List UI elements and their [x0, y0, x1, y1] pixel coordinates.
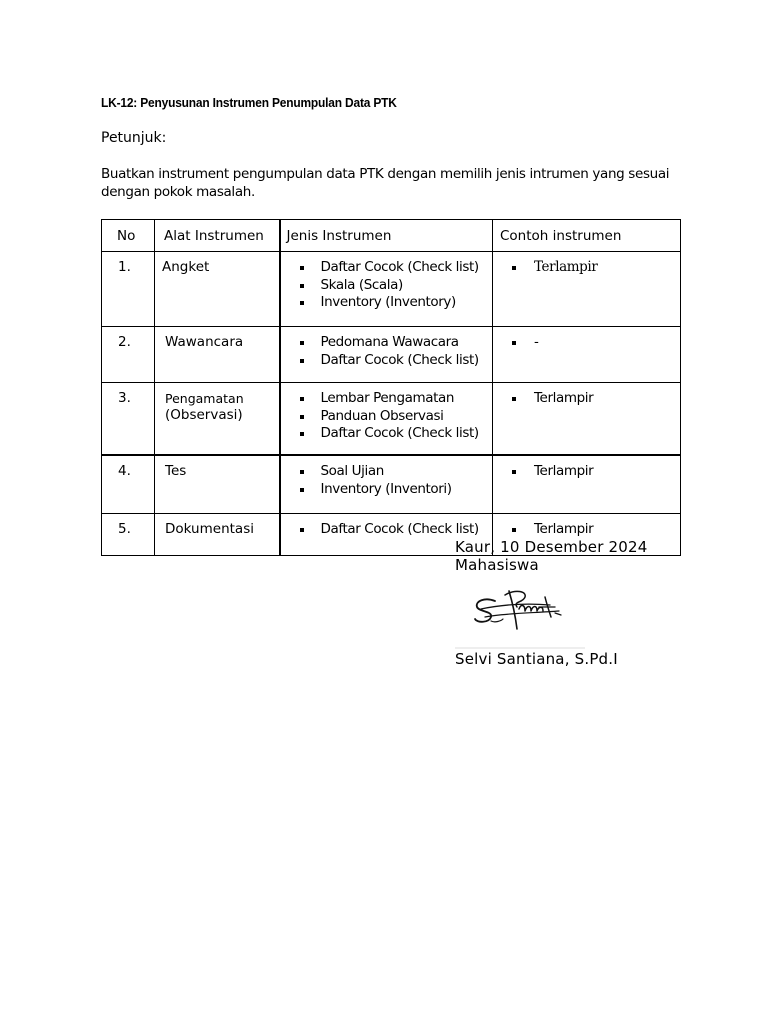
- jenis-list: [281, 252, 493, 312]
- table-row: [102, 327, 681, 383]
- alat-line-2: (Observasi): [165, 407, 243, 423]
- alat-instrumen-cell: Wawancara: [155, 327, 280, 383]
- contoh-instrumen-cell: [493, 383, 681, 456]
- jenis-instrumen-cell: [280, 383, 493, 456]
- list-item: Terlampir: [493, 259, 680, 277]
- table-row: [102, 455, 681, 514]
- table-header-row: [102, 220, 681, 252]
- jenis-list: [281, 514, 493, 539]
- row-number: 1.: [102, 252, 155, 327]
- list-item: Terlampir: [493, 390, 680, 408]
- table-row: [102, 252, 681, 327]
- alat-line-1: Pengamatan: [165, 391, 244, 406]
- list-item: Skala (Scala): [281, 277, 493, 295]
- row-number: 3.: [102, 383, 155, 456]
- jenis-list: [281, 327, 493, 369]
- header-jenis-instrumen: Jenis Instrumen: [280, 220, 493, 252]
- list-item: Terlampir: [493, 463, 680, 481]
- signature-block: [455, 538, 648, 574]
- contoh-list: [493, 252, 680, 277]
- list-item: Soal Ujian: [281, 463, 493, 481]
- alat-instrumen-cell: Angket: [155, 252, 280, 327]
- list-item: Inventory (Inventori): [281, 481, 493, 499]
- list-item: -: [493, 334, 680, 352]
- contoh-list: [493, 514, 680, 539]
- list-item: Daftar Cocok (Check list): [281, 521, 493, 539]
- contoh-list: [493, 456, 680, 481]
- row-number: 4.: [102, 455, 155, 514]
- list-item: Terlampir: [493, 521, 680, 539]
- document-title: LK-12: Penyusunan Instrumen Penumpulan Data PTK: [101, 95, 397, 110]
- handwritten-signature: [455, 577, 585, 650]
- instruction-text: Buatkan instrument pengumpulan data PTK dengan memilih jenis intrumen yang sesuai dengan pokok masalah.: [101, 166, 670, 200]
- signer-name: Selvi Santiana, S.Pd.I: [455, 650, 618, 668]
- petunjuk-label: Petunjuk:: [101, 130, 167, 146]
- contoh-instrumen-cell: [493, 455, 681, 514]
- alat-instrumen-cell: [155, 383, 280, 456]
- header-no: No: [102, 220, 155, 252]
- header-contoh-instrumen: Contoh instrumen: [493, 220, 681, 252]
- instrument-table: [101, 219, 681, 556]
- jenis-instrumen-cell: [280, 327, 493, 383]
- jenis-instrumen-cell: [280, 455, 493, 514]
- alat-instrumen-cell: Dokumentasi: [155, 514, 280, 556]
- list-item: Pedomana Wawacara: [281, 334, 493, 352]
- contoh-list: [493, 383, 680, 408]
- table-row: [102, 383, 681, 456]
- contoh-instrumen-cell: [493, 252, 681, 327]
- jenis-list: [281, 383, 493, 443]
- list-item: Lembar Pengamatan: [281, 390, 493, 408]
- row-number: 2.: [102, 327, 155, 383]
- header-alat-instrumen: Alat Instrumen: [155, 220, 280, 252]
- contoh-instrumen-cell: [493, 327, 681, 383]
- place-date: Kaur, 10 Desember 2024: [455, 538, 648, 556]
- signer-role: Mahasiswa: [455, 556, 539, 574]
- list-item: Inventory (Inventory): [281, 294, 493, 312]
- list-item: Panduan Observasi: [281, 408, 493, 426]
- list-item: Daftar Cocok (Check list): [281, 352, 493, 370]
- row-number: 5.: [102, 514, 155, 556]
- contoh-list: [493, 327, 680, 352]
- list-item: Daftar Cocok (Check list): [281, 425, 493, 443]
- alat-instrumen-cell: Tes: [155, 455, 280, 514]
- jenis-list: [281, 456, 493, 498]
- list-item: Daftar Cocok (Check list): [281, 259, 493, 277]
- jenis-instrumen-cell: [280, 252, 493, 327]
